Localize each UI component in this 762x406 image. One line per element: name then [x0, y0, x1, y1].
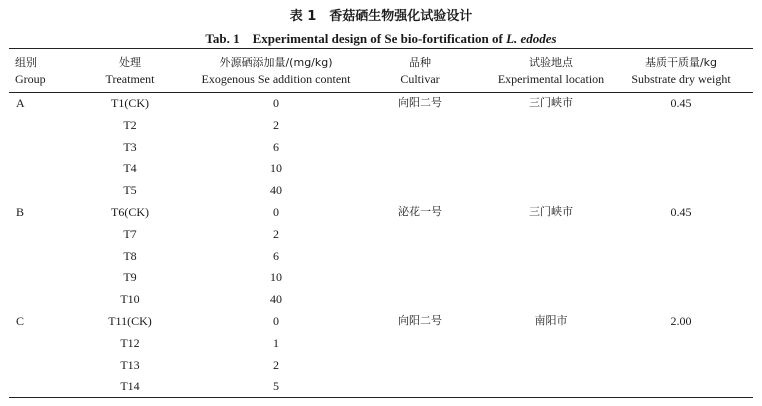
location-cell: 南阳市 [534, 314, 568, 327]
se-content-cell: 0 [273, 205, 279, 219]
cultivar-cell: 向阳二号 [398, 314, 442, 327]
header-location [498, 54, 604, 88]
treatment-cell: T9 [123, 270, 137, 285]
se-content-cell: 0 [273, 96, 279, 110]
header-location-en: Experimental location [497, 72, 605, 86]
header-treatment-cn: 处理 [118, 56, 141, 69]
se-content-cell: 2 [273, 357, 279, 372]
table-bottom-rule [9, 397, 753, 398]
cultivar-cell: 向阳二号 [398, 96, 442, 109]
table-top-rule [9, 48, 753, 49]
table-title-cn: 表 1 香菇硒生物强化试验设计 [289, 9, 473, 24]
treatment-cell: T1(CK) [111, 96, 149, 110]
header-group-cn: 组别 [15, 56, 37, 69]
header-cultivar [400, 54, 439, 88]
header-group-en: Group [15, 72, 46, 86]
header-treatment-en: Treatment [105, 72, 155, 86]
treatment-cell: T8 [123, 248, 137, 263]
cultivar-cell: 泌花一号 [398, 205, 442, 218]
table-title-en [0, 28, 762, 47]
treatment-cell: T7 [123, 226, 137, 241]
group-cell: A [16, 96, 25, 110]
treatment-cell: T12 [120, 335, 140, 350]
header-rule [9, 92, 753, 93]
se-content-cell: 1 [273, 335, 279, 350]
treatment-cell: T14 [120, 379, 140, 394]
location-cell: 三门峡市 [529, 96, 573, 109]
se-content-cell: 5 [273, 379, 279, 394]
treatment-cell: T5 [123, 183, 137, 198]
treatment-cell: T2 [123, 117, 137, 132]
group-cell: C [16, 314, 25, 328]
table-title-en-text: Tab. 1 Experimental design of Se bio-fortification of [205, 31, 507, 46]
se-content-cell: 10 [270, 270, 282, 285]
se-content-cell: 6 [273, 248, 279, 263]
header-substrate-cn: 基质干质量/kg [644, 56, 718, 69]
treatment-cell: T3 [123, 139, 137, 154]
header-cultivar-en: Cultivar [400, 72, 440, 86]
header-substrate [631, 54, 730, 88]
substrate-cell: 0.45 [670, 96, 692, 110]
header-se-content [202, 54, 351, 88]
header-se-content-en: Exogenous Se addition content [201, 72, 351, 86]
se-content-cell: 40 [270, 292, 282, 307]
location-cell: 三门峡市 [529, 205, 573, 218]
se-content-cell: 6 [273, 139, 279, 154]
header-group [15, 54, 46, 88]
species-name: L. edodes [506, 31, 557, 46]
substrate-cell: 2.00 [670, 314, 692, 328]
se-content-cell: 0 [273, 314, 279, 328]
treatment-cell: T4 [123, 161, 137, 176]
se-content-cell: 10 [270, 161, 282, 176]
se-content-cell: 40 [270, 183, 282, 198]
se-content-cell: 2 [273, 226, 279, 241]
header-cultivar-cn: 品种 [408, 56, 431, 69]
group-cell: B [16, 205, 25, 219]
se-content-cell: 2 [273, 117, 279, 132]
substrate-cell: 0.45 [670, 205, 692, 219]
treatment-cell: T11(CK) [108, 314, 152, 328]
header-se-content-cn: 外源硒添加量/(mg/kg) [219, 56, 333, 69]
treatment-cell: T13 [120, 357, 140, 372]
treatment-cell: T6(CK) [111, 205, 149, 219]
header-location-cn: 试验地点 [528, 56, 573, 69]
treatment-cell: T10 [120, 292, 140, 307]
header-treatment [106, 54, 155, 88]
header-substrate-en: Substrate dry weight [631, 72, 731, 86]
